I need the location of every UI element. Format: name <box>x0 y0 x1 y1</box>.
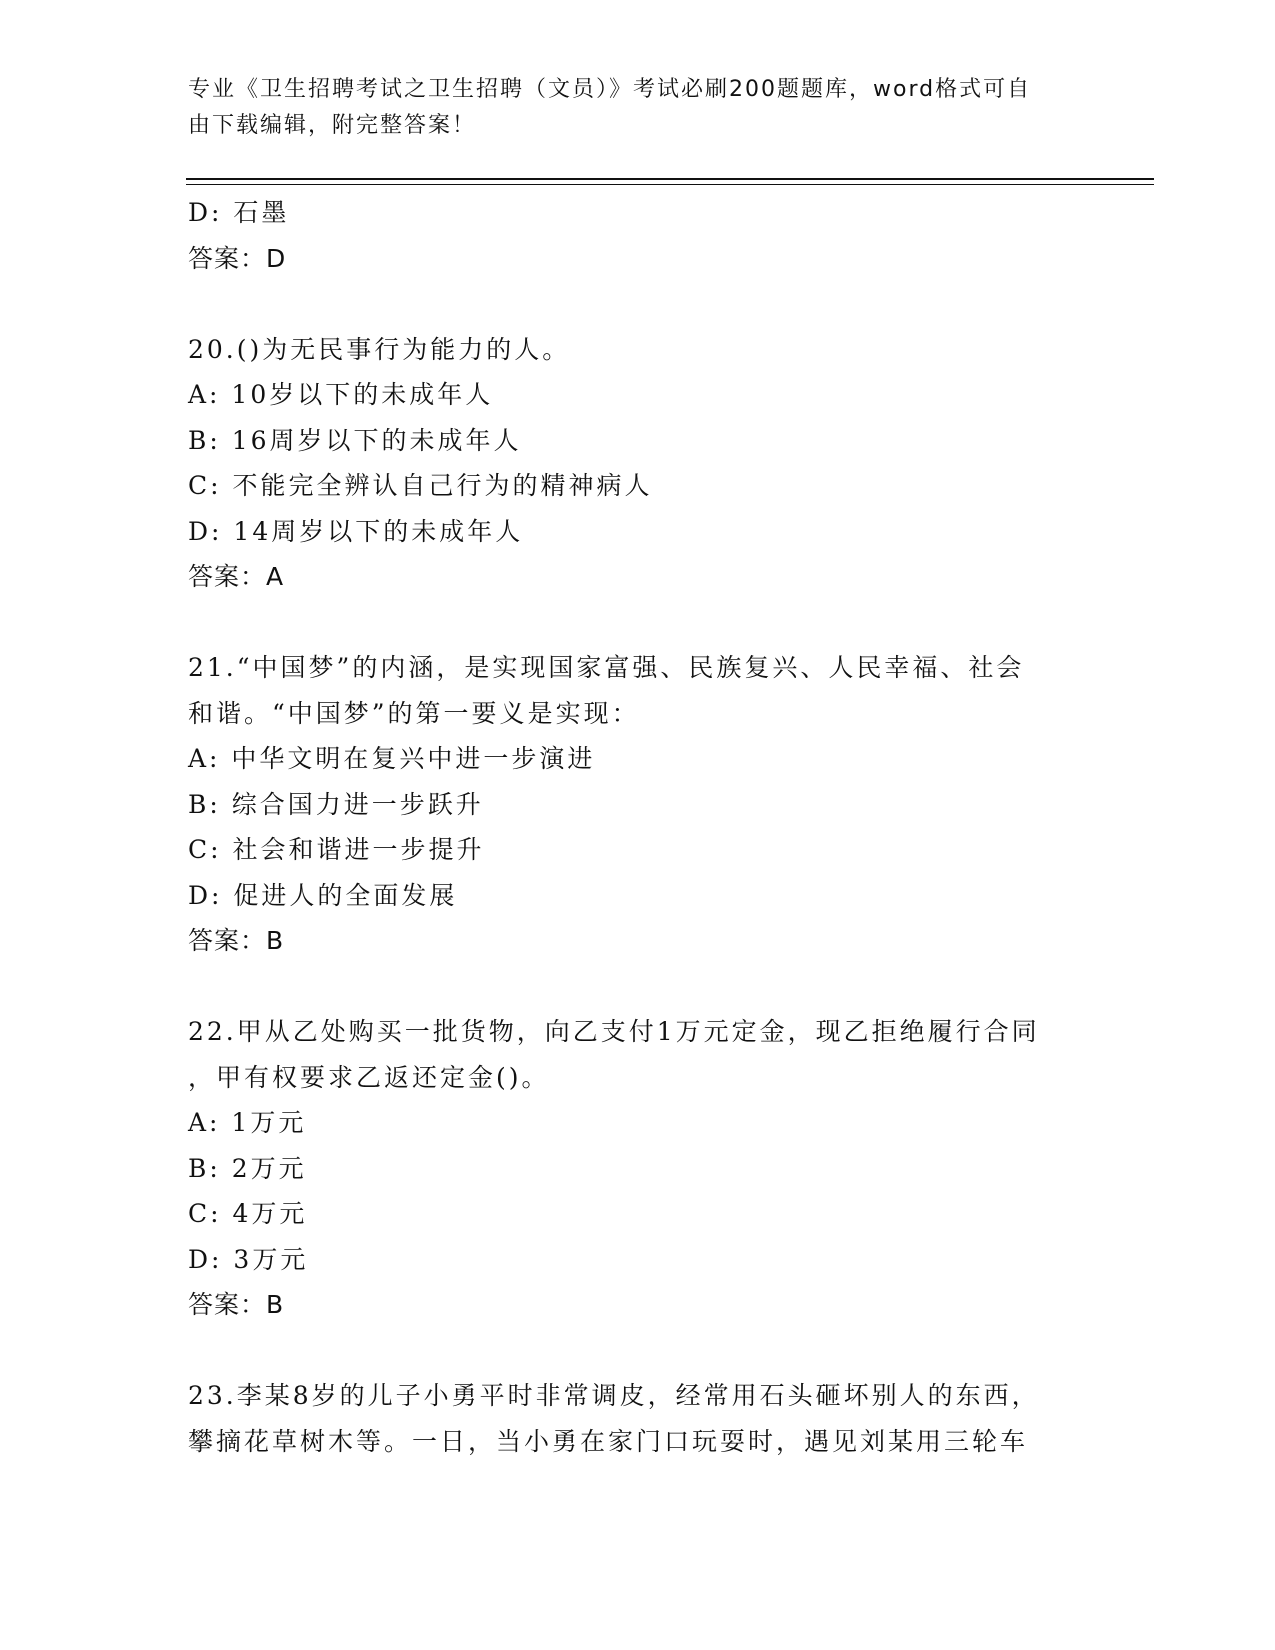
question-text: 20.()为无民事行为能力的人。 <box>188 334 571 364</box>
option-a: A: 1万元 <box>188 1108 307 1137</box>
question-text: 21.“中国梦”的内涵，是实现国家富强、民族复兴、人民幸福、社会 <box>188 653 1025 682</box>
spacer <box>188 964 1088 1010</box>
header-line-1: 专业《卫生招聘考试之卫生招聘（文员）》考试必刷200题题库，word格式可自 <box>188 77 1032 102</box>
question-text: 23.李某8岁的儿子小勇平时非常调皮，经常用石头砸坏别人的东西， <box>188 1381 1040 1410</box>
option-b: B: 综合国力进一步跃升 <box>188 789 484 819</box>
header-divider <box>186 178 1154 180</box>
option-d: D: 3万元 <box>188 1244 309 1274</box>
question-text: ，甲有权要求乙返还定金()。 <box>188 1062 550 1092</box>
option-c: C: 社会和谐进一步提升 <box>188 835 485 864</box>
spacer <box>188 1328 1088 1374</box>
option-a: A: 10岁以下的未成年人 <box>188 380 494 409</box>
option-d: D: 促进人的全面发展 <box>188 880 458 910</box>
answer-line: 答案：B <box>188 1290 285 1319</box>
question-text: 和谐。“中国梦”的第一要义是实现： <box>188 698 640 728</box>
question-list <box>188 190 1088 1464</box>
option-a: A: 中华文明在复兴中进一步演进 <box>188 744 596 773</box>
option-b: B: 2万元 <box>188 1153 307 1183</box>
question-text: 22.甲从乙处购买一批货物，向乙支付1万元定金，现乙拒绝履行合同 <box>188 1017 1040 1046</box>
question-text: 攀摘花草树木等。一日，当小勇在家门口玩耍时，遇见刘某用三轮车 <box>188 1426 1029 1456</box>
header-divider-thin <box>186 184 1154 185</box>
answer-line: 答案：D <box>188 243 287 273</box>
option-d: D: 14周岁以下的未成年人 <box>188 516 524 546</box>
spacer <box>188 281 1088 327</box>
header-line-2: 由下载编辑，附完整答案！ <box>188 113 477 138</box>
spacer <box>188 600 1088 646</box>
answer-line: 答案：B <box>188 926 285 955</box>
option-d: D: 石墨 <box>188 198 290 227</box>
option-c: C: 4万元 <box>188 1199 308 1228</box>
document-header <box>188 72 1068 144</box>
answer-line: 答案：A <box>188 562 285 591</box>
option-b: B: 16周岁以下的未成年人 <box>188 425 522 455</box>
option-c: C: 不能完全辨认自己行为的精神病人 <box>188 471 653 500</box>
